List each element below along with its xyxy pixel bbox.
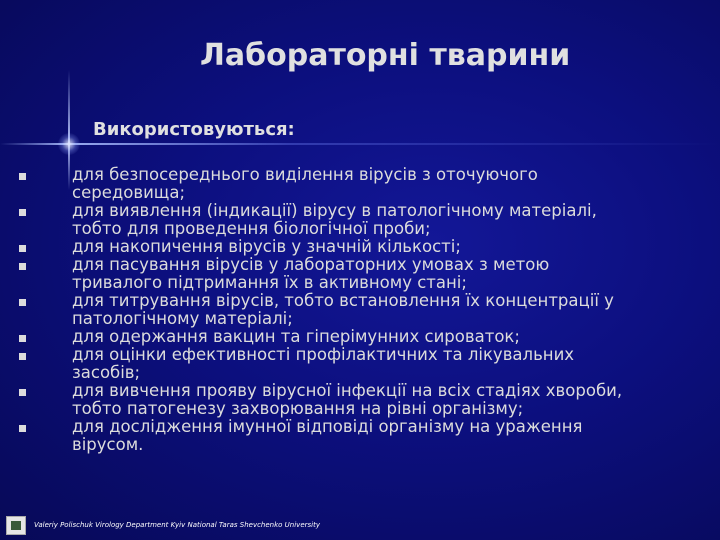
decorative-horizontal-line (0, 143, 720, 145)
bullet-square-icon (19, 245, 26, 252)
bullet-square-icon (19, 425, 26, 432)
list-item-text: для оцінки ефективності профілактичних та лікувальних засобів; (72, 345, 575, 382)
list-item-text: для безпосереднього виділення вірусів з оточуючого середовища; (72, 165, 538, 202)
footer (6, 515, 320, 535)
list-item (0, 256, 632, 292)
bullet-square-icon (19, 209, 26, 216)
list-item (0, 382, 632, 418)
bullet-square-icon (19, 335, 26, 342)
list-item-text: для титрування вірусів, тобто встановлення їх концентрації у патологічному матеріалі; (72, 291, 614, 328)
bullet-list (0, 166, 632, 454)
list-item-text: для виявлення (індикації) вірусу в патологічному матеріалі, тобто для проведення біологічної проби; (72, 201, 597, 238)
bullet-square-icon (19, 389, 26, 396)
decorative-glow (58, 133, 80, 155)
list-item (0, 346, 632, 382)
list-item-text: для пасування вірусів у лабораторних умовах з метою тривалого підтримання їх в активному стані; (72, 255, 550, 292)
list-item (0, 202, 632, 238)
list-item (0, 292, 632, 328)
list-item-text: для накопичення вірусів у значній кількості; (72, 237, 461, 256)
footer-text: Valeriy Polischuk Virology Department Kyiv National Taras Shevchenko University (34, 521, 320, 529)
slide-subtitle: Використовуються: (93, 119, 295, 140)
list-item-text: для вивчення прояву вірусної інфекції на всіх стадіях хвороби, тобто патогенезу захворювання на рівні організму; (72, 381, 623, 418)
bullet-square-icon (19, 263, 26, 270)
university-logo-icon (6, 516, 26, 535)
list-item (0, 166, 632, 202)
list-item (0, 418, 632, 454)
list-item (0, 238, 632, 256)
bullet-square-icon (19, 353, 26, 360)
bullet-square-icon (19, 173, 26, 180)
slide-title: Лабораторні тварини (200, 38, 571, 73)
list-item (0, 328, 632, 346)
list-item-text: для одержання вакцин та гіперімунних сироваток; (72, 327, 520, 346)
list-item-text: для дослідження імунної відповіді організму на ураження вірусом. (72, 417, 583, 454)
bullet-square-icon (19, 299, 26, 306)
